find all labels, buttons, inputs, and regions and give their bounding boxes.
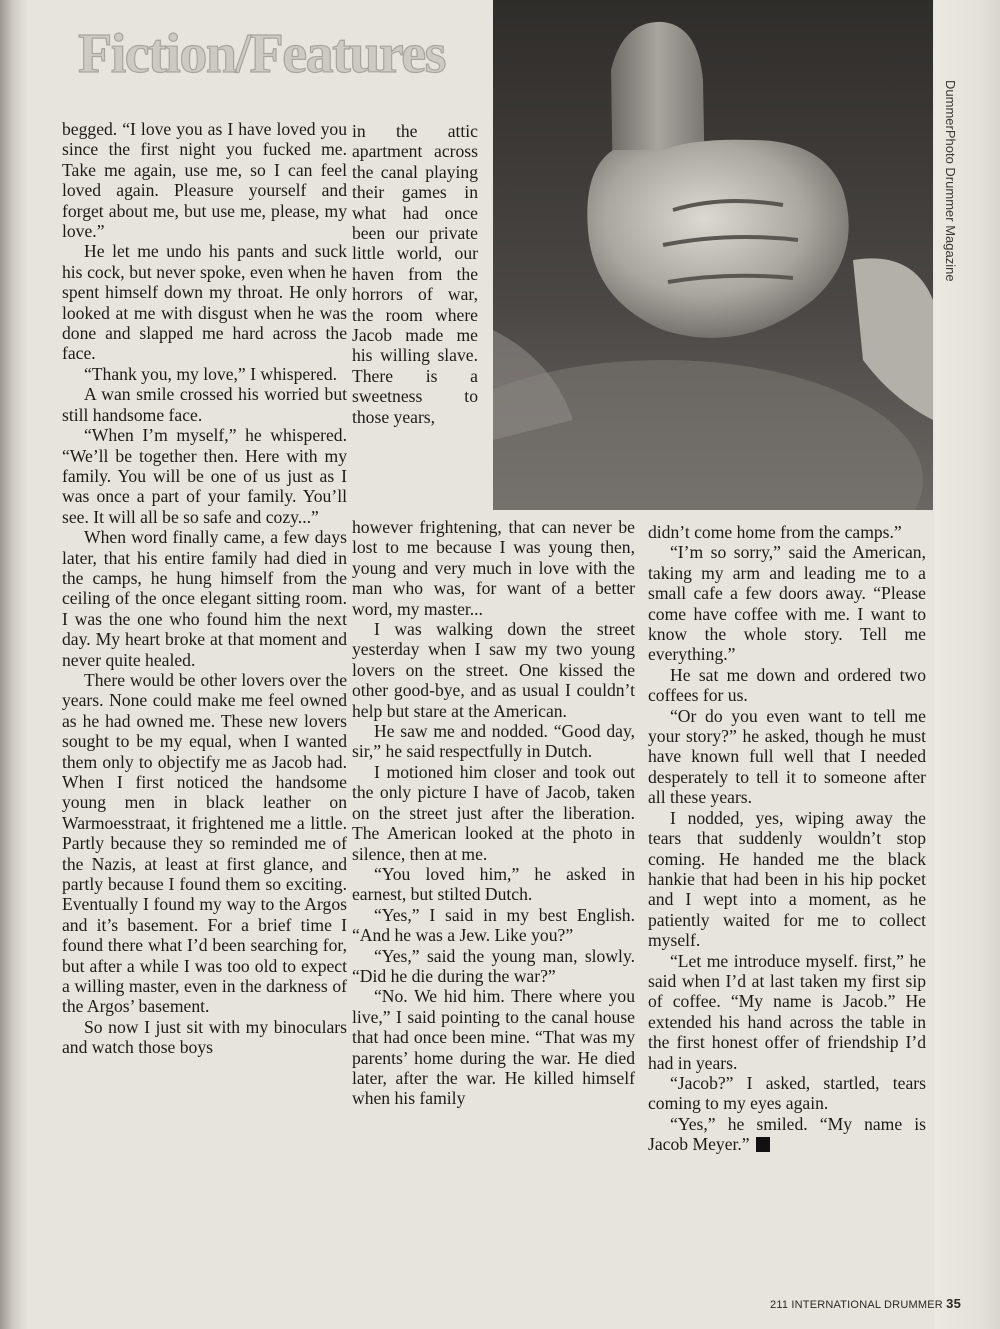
end-of-story-mark <box>756 1137 770 1152</box>
article-column-3 <box>648 522 926 1155</box>
paragraph: in the attic apartment across the canal playing their games in what had once been our private little world, our haven from the horrors of war, the room where Jacob made me his willing slave. There is a sweetness to those years, <box>352 121 478 427</box>
paragraph: A wan smile crossed his worried but still handsome face. <box>62 384 347 425</box>
paragraph: “No. We hid him. There where you live,” I said pointing to the canal house that had once been mine. “That was my parents’ home during the war. He died later, after the war. He killed himself when his family <box>352 986 635 1109</box>
paragraph: “Jacob?” I asked, startled, tears coming to my eyes again. <box>648 1072 926 1114</box>
paragraph: “Let me introduce myself. first,” he said when I’d at last taken my first sip of coffee. “My name is Jacob.” He extended his hand across the table in the first honest offer of friendship I’d had in years. <box>648 950 926 1073</box>
article-column-2 <box>352 517 635 1109</box>
paragraph: “Yes,” said the young man, slowly. “Did he die during the war?” <box>352 945 635 986</box>
page-folio <box>770 1296 961 1311</box>
paragraph: however frightening, that can never be lost to me because I was young then, young and very much in love with the man who was, for want of a better word, my master... <box>352 517 635 619</box>
article-column-2-beside-photo <box>352 121 478 427</box>
issue-label: 211 INTERNATIONAL DRUMMER <box>770 1299 943 1311</box>
paragraph: I nodded, yes, wiping away the tears that suddenly wouldn’t stop coming. He handed me the black hankie that had been in his hip pocket and I wept into a moment, as he patiently waited for me to collect myself. <box>648 807 926 951</box>
paragraph-text: “Yes,” he smiled. “My name is Jacob Meyer.” <box>648 1113 926 1155</box>
paragraph: He let me undo his pants and suck his cock, but never spoke, even when he spent himself down my throat. He only looked at me with disgust when he was done and slapped me hard across the face. <box>62 241 347 364</box>
paragraph: He saw me and nodded. “Good day, sir,” he said respectfully in Dutch. <box>352 721 635 762</box>
paragraph: He sat me down and ordered two coffees for us. <box>648 664 926 706</box>
paragraph: “Or do you even want to tell me your story?” he asked, though he must have known full well that I needed desperately to tell it to someone after all these years. <box>648 705 926 808</box>
last-paragraph <box>648 1114 926 1155</box>
paragraph: “Yes,” I said in my best English. “And he was a Jew. Like you?” <box>352 904 635 946</box>
paragraph: I motioned him closer and took out the only picture I have of Jacob, taken on the street just after the liberation. The American looked at the photo in silence, then at me. <box>352 761 635 864</box>
paragraph: There would be other lovers over the years. None could make me feel owned as he had owned me. These new lovers sought to be my equal, when I wanted them only to objectify me as Jacob had. When I first noticed the handsome young men in black leather on Warmoesstraat, it frightened me a little. Partly because they so reminded me of the Nazis, at least at first glance, and partly because I found them so exciting. Eventually I found my way to the Argos and it’s basement. For a brief time I found there what I’d been searching for, but after a while I was too old to expect a willing master, even in the darkness of the Argos’ basement. <box>62 669 347 1017</box>
page-number: 35 <box>946 1296 962 1311</box>
paragraph: “You loved him,” he asked in earnest, but stilted Dutch. <box>352 863 635 905</box>
paragraph: “When I’m myself,” he whispered. “We’ll be together then. Here with my family. You will be one of us just as I was once a part of your family. You’ll see. It will all be so safe and cozy...” <box>62 425 347 527</box>
photo-illustration <box>493 0 933 510</box>
paragraph: So now I just sit with my binoculars and watch those boys <box>62 1016 347 1058</box>
photo-credit: DummerPhoto Drummer Magazine <box>943 80 958 282</box>
paragraph: “I’m so sorry,” said the American, taking my arm and leading me to a small cafe a few doors away. “Please come have coffee with me. I want to know the whole story. Tell me everything.” <box>648 542 926 665</box>
article-photo <box>493 0 933 510</box>
section-title: Fiction/Features <box>78 23 445 85</box>
page-gutter-shadow <box>0 0 28 1329</box>
paragraph: begged. “I love you as I have loved you since the first night you fucked me. Take me again, use me, so I can feel loved again. Pleasure yourself and forget about me, but use me, please, my love.” <box>62 119 347 242</box>
paragraph: I was walking down the street yesterday when I saw my two young lovers on the street. One kissed the other good-bye, and as usual I couldn’t help but stare at the American. <box>352 619 635 721</box>
article-column-1 <box>62 119 347 1058</box>
paragraph: “Thank you, my love,” I whispered. <box>84 363 338 384</box>
paragraph: When word finally came, a few days later, that his entire family had died in the camps, he hung himself from the ceiling of the once elegant sitting room. I was the one who found him the next day. My heart broke at that moment and never quite healed. <box>62 527 347 670</box>
paragraph: didn’t come home from the camps.” <box>648 522 902 542</box>
